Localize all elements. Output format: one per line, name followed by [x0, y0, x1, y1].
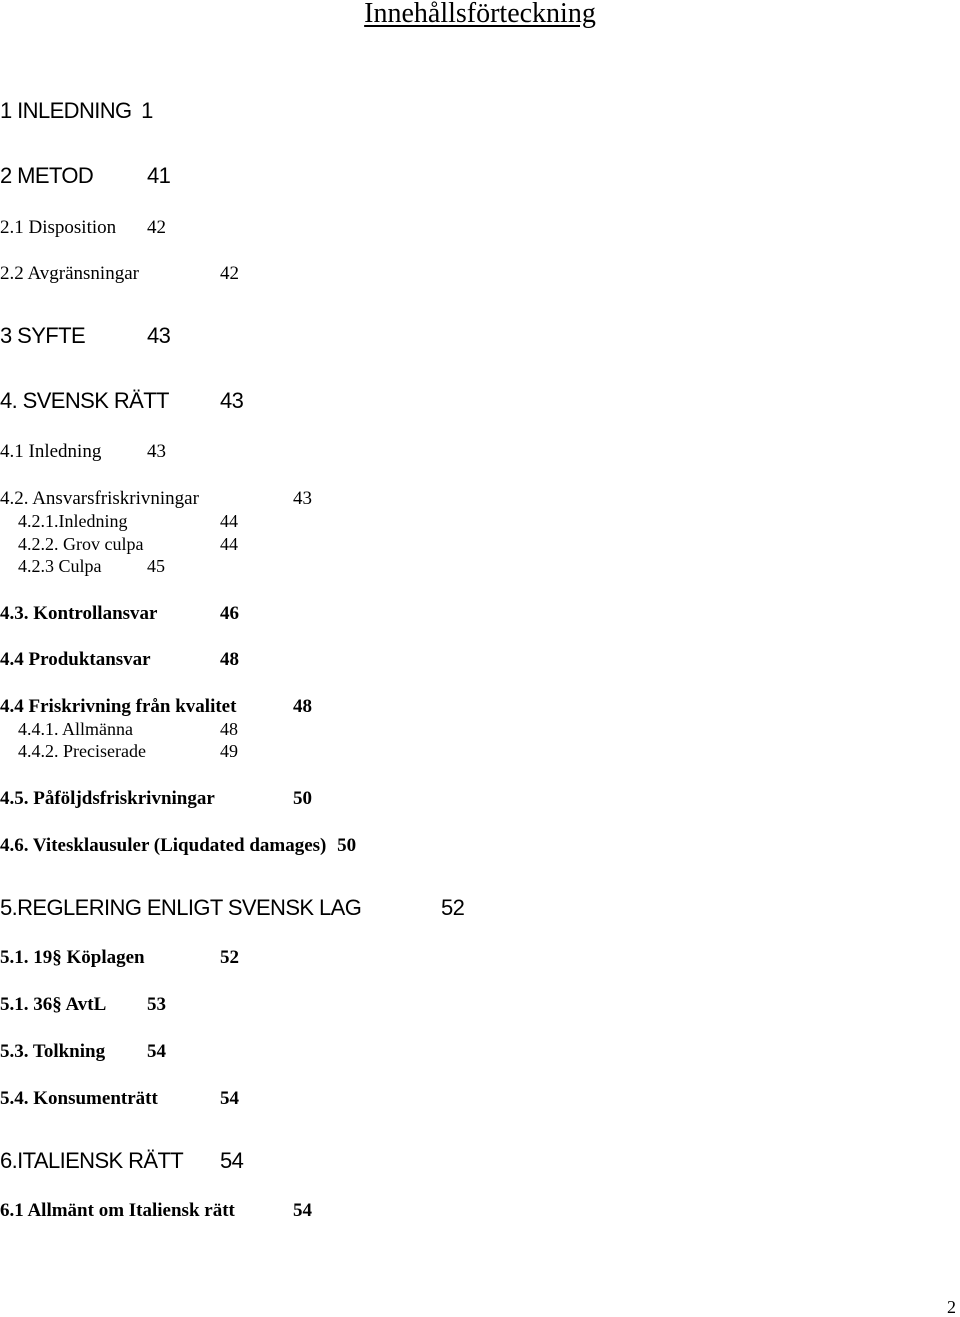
toc-entry-page: 54	[220, 1148, 244, 1173]
toc-entry-label: 4.2.1.Inledning	[18, 511, 128, 531]
toc-entry-page: 43	[220, 388, 244, 413]
toc-entry-4-4-2[interactable]	[18, 742, 258, 760]
toc-entry-page: 44	[220, 534, 238, 554]
toc-entry-4-5[interactable]	[0, 789, 330, 808]
toc-entry-label: 5.3. Tolkning	[0, 1041, 106, 1062]
toc-entry-label: 2.2 Avgränsningar	[0, 263, 139, 284]
toc-entry-4-3[interactable]	[0, 604, 260, 623]
document-title: Innehållsförteckning	[364, 0, 596, 29]
toc-entry-4-6[interactable]	[0, 836, 400, 855]
toc-entry-4-2[interactable]	[0, 489, 330, 508]
toc-entry-label: 5.1. 36§ AvtL	[0, 994, 107, 1015]
toc-entry-2-1[interactable]	[0, 218, 200, 237]
toc-entry-label: 4.3. Kontrollansvar	[0, 603, 158, 624]
toc-entry-4-1[interactable]	[0, 442, 200, 461]
toc-entry-label: 4.2.2. Grov culpa	[18, 534, 144, 554]
toc-entry-label: 4.4 Produktansvar	[0, 649, 151, 670]
toc-entry-page: 43	[147, 323, 171, 348]
toc-entry-4[interactable]	[0, 390, 260, 412]
toc-entry-page: 42	[220, 263, 239, 284]
toc-entry-6-1[interactable]	[0, 1201, 330, 1220]
toc-entry-page: 44	[220, 511, 238, 531]
page-number: 2	[947, 1297, 956, 1317]
toc-entry-5-3[interactable]	[0, 1042, 200, 1061]
toc-entry-4-2-2[interactable]	[18, 535, 258, 553]
toc-entry-label: 4.4.1. Allmänna	[18, 719, 133, 739]
toc-entry-page: 1	[141, 98, 153, 123]
toc-entry-label: 4.4 Friskrivning från kvalitet	[0, 696, 237, 717]
toc-entry-page: 52	[220, 947, 239, 968]
toc-entry-label: 4.5. Påföljdsfriskrivningar	[0, 788, 215, 809]
toc-entry-page: 54	[293, 1200, 312, 1221]
toc-entry-4-2-3[interactable]	[18, 557, 198, 575]
toc-entry-label: 4.6. Vitesklausuler (Liqudated damages)	[0, 835, 327, 856]
toc-entry-5-1-avtl[interactable]	[0, 995, 200, 1014]
toc-entry-label: 4.1 Inledning	[0, 441, 102, 462]
toc-entry-label: 6.ITALIENSK RÄTT	[0, 1148, 184, 1173]
toc-entry-page: 54	[147, 1041, 166, 1062]
toc-entry-page: 49	[220, 741, 238, 761]
toc-entry-4-2-1[interactable]	[18, 512, 258, 530]
toc-entry-page: 45	[147, 556, 165, 576]
toc-entry-page: 52	[441, 895, 465, 920]
toc-entry-label: 4.2.3 Culpa	[18, 556, 102, 576]
toc-entry-label: 1 INLEDNING	[0, 98, 132, 123]
toc-entry-page: 54	[220, 1088, 239, 1109]
toc-entry-page: 48	[220, 649, 239, 670]
toc-entry-page: 48	[293, 696, 312, 717]
toc-entry-5[interactable]	[0, 897, 480, 919]
toc-entry-4-4-friskrivning[interactable]	[0, 697, 330, 716]
toc-entry-label: 4. SVENSK RÄTT	[0, 388, 169, 413]
toc-entry-page: 50	[337, 835, 357, 856]
toc-entry-4-4-produktansvar[interactable]	[0, 650, 260, 669]
toc-entry-label: 4.4.2. Preciserade	[18, 741, 146, 761]
toc-entry-4-4-1[interactable]	[18, 720, 258, 738]
toc-entry-5-1-koplagen[interactable]	[0, 948, 260, 967]
toc-entry-page: 50	[293, 788, 312, 809]
toc-entry-label: 2.1 Disposition	[0, 217, 117, 238]
toc-entry-page: 48	[220, 719, 238, 739]
toc-entry-page: 53	[147, 994, 166, 1015]
toc-entry-label: 5.1. 19§ Köplagen	[0, 947, 145, 968]
toc-entry-1[interactable]	[0, 100, 153, 122]
toc-entry-2[interactable]	[0, 165, 200, 187]
toc-entry-label: 4.2. Ansvarsfriskrivningar	[0, 488, 199, 509]
toc-entry-5-4[interactable]	[0, 1089, 260, 1108]
toc-entry-page: 42	[147, 217, 166, 238]
toc-entry-2-2[interactable]	[0, 264, 260, 283]
toc-entry-label: 2 METOD	[0, 163, 94, 188]
toc-entry-3[interactable]	[0, 325, 200, 347]
toc-entry-label: 5.REGLERING ENLIGT SVENSK LAG	[0, 895, 362, 920]
toc-entry-6[interactable]	[0, 1150, 260, 1172]
toc-entry-label: 6.1 Allmänt om Italiensk rätt	[0, 1200, 235, 1221]
toc-entry-label: 5.4. Konsumenträtt	[0, 1088, 158, 1109]
toc-entry-page: 46	[220, 603, 239, 624]
toc-entry-page: 41	[147, 163, 171, 188]
toc-entry-page: 43	[293, 488, 312, 509]
toc-entry-page: 43	[147, 441, 166, 462]
toc-entry-label: 3 SYFTE	[0, 323, 86, 348]
